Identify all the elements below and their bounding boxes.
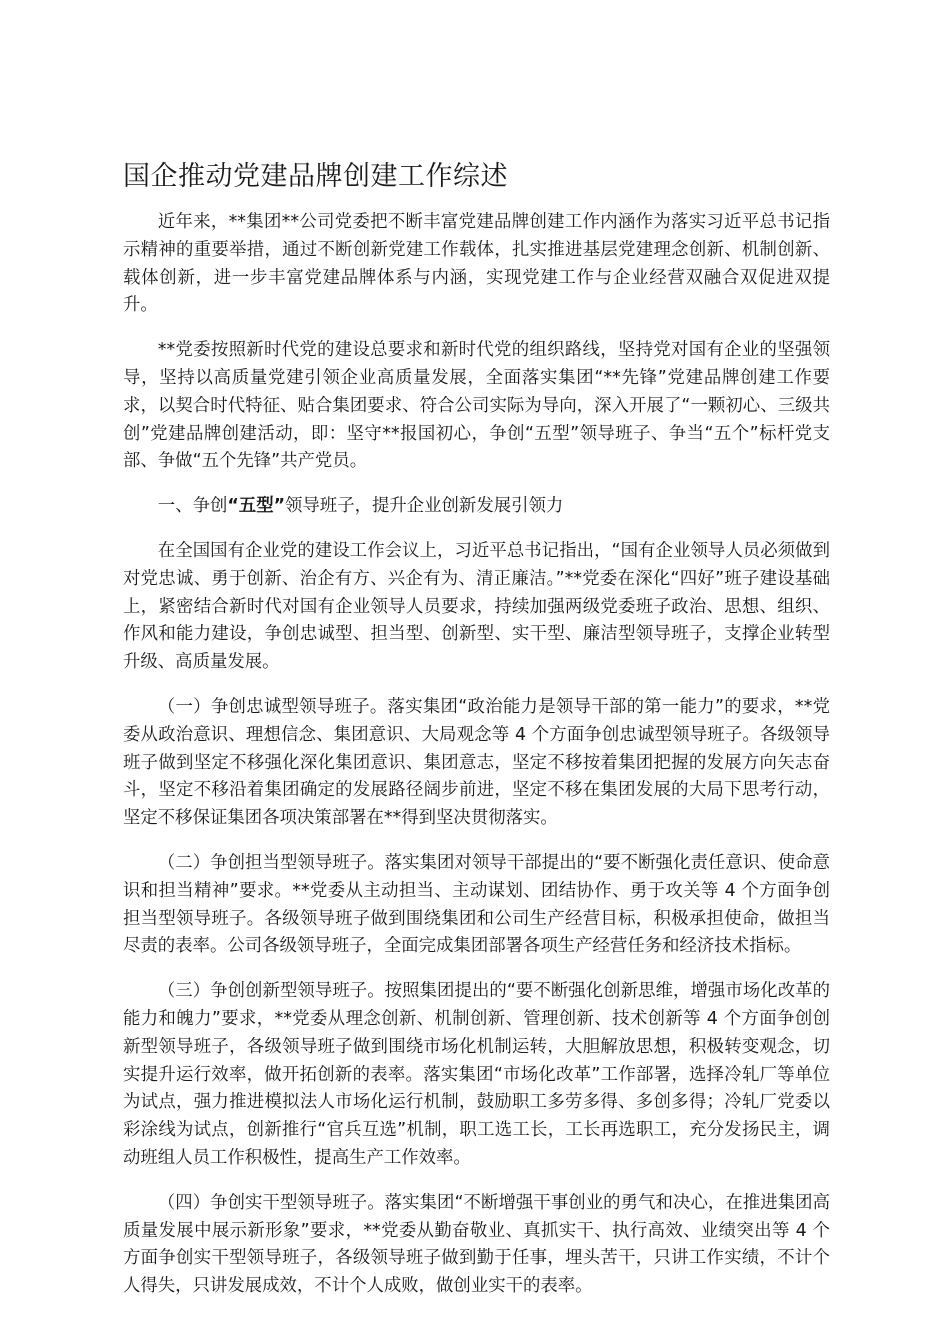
- document-body: [123, 209, 830, 1318]
- section-1-heading-prefix: 一、争创: [157, 496, 228, 517]
- section-1-item-responsible: （二）争创担当型领导班子。落实集团对领导干部提出的“要不断强化责任意识、使命意识和担当精神”要求。**党委从主动担当、主动谋划、团结协作、勇于攻关等 4 个方面争创担当型领导班子。各级领导班子做到围绕集团和公司生产经营目标，积极承担使命，做担当尽责的表率。公司各级领导班子，全面完成集团部署各项生产经营任务和经济技术指标。: [123, 852, 830, 957]
- section-1-heading-quoted: “五型”: [227, 496, 286, 517]
- section-1-heading: [123, 493, 830, 521]
- intro-paragraph-2: **党委按照新时代党的建设总要求和新时代党的组织路线，坚持党对国有企业的坚强领导，坚持以高质量党建引领企业高质量发展，全面落实集团“**先锋”党建品牌创建工作要求，以契合时代特征、贴合集团要求、符合公司实际为导向，深入开展了“一颗初心、三级共创”党建品牌创建活动，即：坚守**报国初心，争创“五型”领导班子、争当“五个”标杆党支部、争做“五个先锋”共产党员。: [123, 340, 830, 472]
- section-1-item-practical: （四）争创实干型领导班子。落实集团“不断增强干事创业的勇气和决心，在推进集团高质量发展中展示新形象”要求，**党委从勤奋敬业、真抓实干、执行高效、业绩突出等 4 个方面争创实干型领导班子，各级领导班子做到勤于任事，埋头苦干，只讲工作实绩，不计个人得失，只讲发展成效，不计个人成败，做创业实干的表率。: [123, 1192, 830, 1297]
- intro-paragraph-1: 近年来，**集团**公司党委把不断丰富党建品牌创建工作内涵作为落实习近平总书记指示精神的重要举措，通过不断创新党建工作载体，扎实推进基层党建理念创新、机制创新、载体创新，进一步丰富党建品牌体系与内涵，实现党建工作与企业经营双融合双促进双提升。: [123, 212, 830, 316]
- section-1-paragraph-1: 在全国国有企业党的建设工作会议上，习近平总书记指出，“国有企业领导人员必须做到对党忠诚、勇于创新、治企有方、兴企有为、清正廉洁。”**党委在深化“四好”班子建设基础上，紧密结合新时代对国有企业领导人员要求，持续加强两级党委班子政治、思想、组织、作风和能力建设，争创忠诚型、担当型、创新型、实干型、廉洁型领导班子，支撑企业转型升级、高质量发展。: [123, 540, 830, 673]
- section-1-item-innovative: （三）争创创新型领导班子。按照集团提出的“要不断强化创新思维，增强市场化改革的能力和魄力”要求，**党委从理念创新、机制创新、管理创新、技术创新等 4 个方面争创创新型领导班子，各级领导班子做到围绕市场化机制运转，大胆解放思想，积极转变观念，切实提升运行效率，做开拓创新的表率。落实集团“市场化改革”工作部署，选择冷轧厂等单位为试点，强力推进模拟法人市场化运行机制，鼓励职工多劳多得、多创多得；冷轧厂党委以彩涂线为试点，创新推行“官兵互选”机制，职工选工长，工长再选职工，充分发扬民主，调动班组人员工作积极性，提高生产工作效率。: [123, 981, 830, 1168]
- section-1-item-loyal: （一）争创忠诚型领导班子。落实集团“政治能力是领导干部的第一能力”的要求，**党委从政治意识、理想信念、集团意识、大局观念等 4 个方面争创忠诚型领导班子。各级领导班子做到坚定不移强化深化集团意识、集团意志，坚定不移按着集团把握的发展方向矢志奋斗，坚定不移沿着集团确定的发展路径阔步前进，坚定不移在集团发展的大局下思考行动，坚定不移保证集团各项决策部署在**得到坚决贯彻落实。: [123, 696, 830, 829]
- document-title: 国企推动党建品牌创建工作综述: [123, 161, 508, 192]
- section-1-heading-suffix: 领导班子，提升企业创新发展引领力: [285, 496, 564, 517]
